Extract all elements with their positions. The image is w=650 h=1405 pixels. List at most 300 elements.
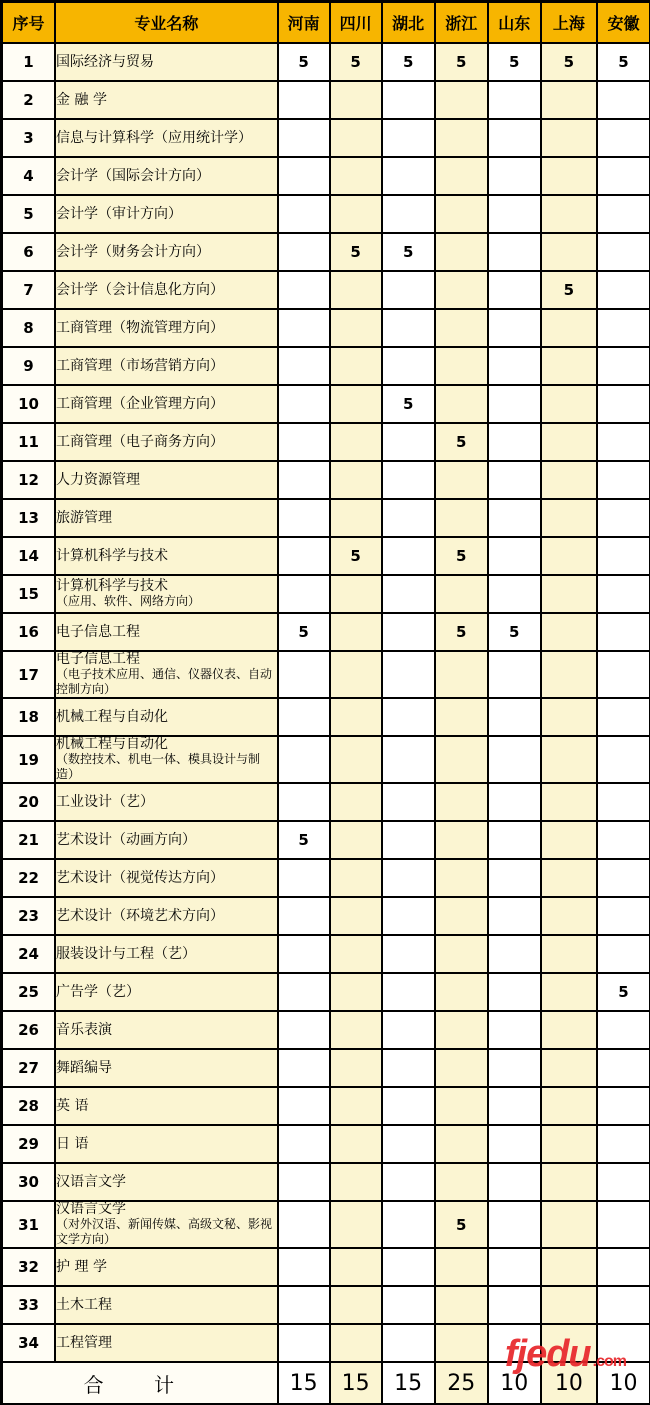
quota-cell (436, 82, 487, 118)
row-number: 17 (3, 652, 54, 697)
quota-cell (436, 1012, 487, 1048)
quota-cell (331, 860, 381, 896)
table-row (3, 576, 649, 612)
quota-cell (331, 898, 381, 934)
table-row (3, 500, 649, 536)
quota-cell: 5 (436, 538, 487, 574)
major-name-cell (56, 386, 277, 422)
quota-cell (489, 462, 540, 498)
quota-cell (436, 784, 487, 820)
quota-cell (489, 1088, 540, 1124)
major-name: 电子信息工程 (56, 623, 141, 640)
quota-cell (331, 158, 381, 194)
major-name: 信息与计算科学（应用统计学） (56, 129, 253, 146)
quota-cell (598, 860, 649, 896)
major-name: 工商管理（物流管理方向） (56, 319, 225, 336)
quota-cell (598, 1126, 649, 1162)
quota-cell (436, 576, 487, 612)
quota-cell (383, 196, 434, 232)
quota-cell (598, 936, 649, 972)
quota-cell (331, 82, 381, 118)
quota-cell (436, 348, 487, 384)
quota-cell (598, 348, 649, 384)
quota-cell (331, 462, 381, 498)
major-name: 机械工程与自动化 (56, 737, 169, 752)
row-number: 20 (3, 784, 54, 820)
major-name-cell (56, 272, 277, 308)
quota-cell (436, 310, 487, 346)
quota-cell (436, 386, 487, 422)
quota-cell (279, 784, 329, 820)
quota-cell (279, 974, 329, 1010)
quota-cell (331, 699, 381, 735)
quota-cell (542, 936, 596, 972)
quota-cell (542, 699, 596, 735)
major-name: 人力资源管理 (56, 471, 141, 488)
quota-cell (279, 652, 329, 697)
major-name-cell (56, 1325, 277, 1361)
header-hubei: 湖北 (383, 3, 434, 42)
major-name-cell (56, 310, 277, 346)
header-sichuan: 四川 (331, 3, 381, 42)
quota-cell (279, 1126, 329, 1162)
quota-cell (331, 576, 381, 612)
quota-cell (436, 1088, 487, 1124)
row-number: 6 (3, 234, 54, 270)
quota-cell (436, 1050, 487, 1086)
quota-cell (489, 974, 540, 1010)
quota-cell (598, 784, 649, 820)
quota-cell (489, 234, 540, 270)
quota-cell (279, 538, 329, 574)
quota-cell (542, 234, 596, 270)
quota-cell (436, 500, 487, 536)
major-name-cell (56, 614, 277, 650)
quota-cell (436, 936, 487, 972)
major-name: 国际经济与贸易 (56, 53, 155, 70)
table-row (3, 860, 649, 896)
table-row (3, 737, 649, 782)
row-number: 25 (3, 974, 54, 1010)
row-number: 34 (3, 1325, 54, 1361)
quota-cell: 5 (279, 822, 329, 858)
quota-cell (279, 1325, 329, 1361)
quota-cell (598, 158, 649, 194)
table-row (3, 1202, 649, 1247)
major-name-cell (56, 1287, 277, 1323)
quota-cell (489, 898, 540, 934)
quota-cell (279, 500, 329, 536)
quota-cell (489, 348, 540, 384)
quota-cell (279, 1050, 329, 1086)
quota-cell (383, 860, 434, 896)
table-row (3, 974, 649, 1010)
quota-cell (383, 424, 434, 460)
quota-cell: 5 (383, 44, 434, 80)
quota-cell (489, 1164, 540, 1200)
quota-cell (598, 1050, 649, 1086)
quota-cell (542, 1202, 596, 1247)
quota-cell (489, 1050, 540, 1086)
quota-cell (436, 272, 487, 308)
major-direction: （电子技术应用、通信、仪器仪表、自动控制方向） (56, 667, 273, 696)
quota-cell: 5 (436, 614, 487, 650)
total-value: 10 (489, 1363, 540, 1403)
major-name: 护 理 学 (56, 1258, 107, 1275)
major-name-cell (56, 424, 277, 460)
major-name: 工业设计（艺） (56, 793, 155, 810)
quota-cell (489, 936, 540, 972)
table-row (3, 898, 649, 934)
quota-cell (489, 1202, 540, 1247)
quota-cell (383, 614, 434, 650)
major-name-cell (56, 1202, 277, 1247)
quota-cell (598, 1249, 649, 1285)
quota-cell (489, 272, 540, 308)
quota-cell (489, 386, 540, 422)
quota-cell (331, 1050, 381, 1086)
quota-cell (489, 196, 540, 232)
major-name-cell (56, 576, 277, 612)
major-name-cell (56, 699, 277, 735)
quota-cell (489, 538, 540, 574)
major-name: 会计学（审计方向） (56, 205, 183, 222)
row-number: 29 (3, 1126, 54, 1162)
major-name-cell (56, 158, 277, 194)
major-name: 工商管理（市场营销方向） (56, 357, 225, 374)
quota-cell (279, 272, 329, 308)
quota-cell (383, 500, 434, 536)
quota-cell (542, 1249, 596, 1285)
quota-cell (436, 1325, 487, 1361)
quota-cell (598, 1088, 649, 1124)
row-number: 22 (3, 860, 54, 896)
table-row (3, 538, 649, 574)
table-row (3, 310, 649, 346)
quota-cell (279, 348, 329, 384)
table-row (3, 234, 649, 270)
major-direction: （应用、软件、网络方向） (56, 594, 201, 608)
table-row (3, 82, 649, 118)
table-row (3, 424, 649, 460)
header-zhejiang: 浙江 (436, 3, 487, 42)
quota-cell (279, 1202, 329, 1247)
quota-cell (279, 1249, 329, 1285)
row-number: 21 (3, 822, 54, 858)
row-number: 26 (3, 1012, 54, 1048)
quota-cell (331, 196, 381, 232)
table-row (3, 272, 649, 308)
row-number: 13 (3, 500, 54, 536)
major-name: 艺术设计（动画方向） (56, 831, 197, 848)
header-major-name: 专业名称 (56, 3, 277, 42)
quota-cell (331, 1325, 381, 1361)
major-name-cell (56, 462, 277, 498)
quota-cell (383, 1287, 434, 1323)
quota-cell (598, 310, 649, 346)
major-name-cell (56, 1050, 277, 1086)
quota-cell: 5 (489, 614, 540, 650)
table-row (3, 1012, 649, 1048)
total-value: 10 (542, 1363, 596, 1403)
major-name-cell (56, 348, 277, 384)
major-name: 会计学（国际会计方向） (56, 167, 211, 184)
quota-cell (436, 737, 487, 782)
quota-cell (383, 822, 434, 858)
quota-cell (542, 538, 596, 574)
quota-cell (383, 1249, 434, 1285)
quota-cell (542, 1126, 596, 1162)
table-row (3, 1050, 649, 1086)
quota-cell (598, 898, 649, 934)
quota-cell (436, 158, 487, 194)
row-number: 1 (3, 44, 54, 80)
quota-cell (279, 737, 329, 782)
quota-cell (489, 576, 540, 612)
major-name: 计算机科学与技术 (56, 547, 169, 564)
major-name: 工商管理（电子商务方向） (56, 433, 225, 450)
quota-cell (383, 1012, 434, 1048)
row-number: 8 (3, 310, 54, 346)
quota-cell (383, 1325, 434, 1361)
quota-cell (542, 784, 596, 820)
quota-cell (542, 82, 596, 118)
major-name: 工商管理（企业管理方向） (56, 395, 225, 412)
quota-cell: 5 (279, 614, 329, 650)
quota-cell (436, 974, 487, 1010)
quota-cell (598, 1202, 649, 1247)
table-row (3, 822, 649, 858)
quota-cell (489, 1012, 540, 1048)
quota-cell (279, 310, 329, 346)
row-number: 14 (3, 538, 54, 574)
quota-cell (383, 272, 434, 308)
header-row (3, 3, 649, 42)
quota-cell (489, 1249, 540, 1285)
quota-cell (383, 699, 434, 735)
quota-cell: 5 (331, 44, 381, 80)
quota-cell (383, 936, 434, 972)
major-name-cell (56, 822, 277, 858)
quota-cell (331, 1088, 381, 1124)
quota-cell (542, 576, 596, 612)
row-number: 10 (3, 386, 54, 422)
quota-cell: 5 (279, 44, 329, 80)
major-name: 艺术设计（视觉传达方向） (56, 869, 225, 886)
quota-cell (542, 1164, 596, 1200)
table-row (3, 652, 649, 697)
table-row (3, 614, 649, 650)
quota-cell (331, 1249, 381, 1285)
table-row (3, 462, 649, 498)
major-name: 会计学（会计信息化方向） (56, 281, 225, 298)
row-number: 30 (3, 1164, 54, 1200)
quota-cell (598, 120, 649, 156)
quota-cell (542, 348, 596, 384)
quota-cell (383, 348, 434, 384)
row-number: 27 (3, 1050, 54, 1086)
total-value: 10 (598, 1363, 649, 1403)
quota-cell (489, 120, 540, 156)
quota-cell (542, 310, 596, 346)
quota-cell (489, 737, 540, 782)
quota-cell (542, 386, 596, 422)
quota-cell (542, 737, 596, 782)
quota-cell (331, 310, 381, 346)
quota-cell: 5 (383, 234, 434, 270)
row-number: 15 (3, 576, 54, 612)
quota-cell (331, 784, 381, 820)
quota-cell (598, 652, 649, 697)
quota-cell (331, 974, 381, 1010)
total-value: 15 (383, 1363, 434, 1403)
quota-cell (331, 822, 381, 858)
quota-cell (542, 1287, 596, 1323)
quota-cell (331, 500, 381, 536)
quota-cell (489, 424, 540, 460)
major-name: 艺术设计（环境艺术方向） (56, 907, 225, 924)
major-name: 旅游管理 (56, 509, 113, 526)
major-name-cell (56, 784, 277, 820)
quota-cell (436, 822, 487, 858)
quota-cell: 5 (436, 44, 487, 80)
quota-cell (436, 196, 487, 232)
quota-cell (436, 652, 487, 697)
major-direction: （对外汉语、新闻传媒、高级文秘、影视文学方向） (56, 1217, 273, 1246)
major-name-cell (56, 860, 277, 896)
quota-cell (598, 1287, 649, 1323)
quota-cell (383, 538, 434, 574)
table-row (3, 348, 649, 384)
quota-cell (383, 120, 434, 156)
table-row (3, 1088, 649, 1124)
quota-cell (383, 310, 434, 346)
quota-cell (383, 158, 434, 194)
major-name-cell (56, 538, 277, 574)
quota-cell (279, 82, 329, 118)
quota-cell: 5 (598, 44, 649, 80)
quota-cell (331, 1164, 381, 1200)
major-name: 计算机科学与技术 (56, 578, 169, 594)
quota-cell (279, 462, 329, 498)
quota-cell (598, 386, 649, 422)
quota-cell (279, 1012, 329, 1048)
quota-cell (598, 737, 649, 782)
quota-cell (331, 424, 381, 460)
quota-cell (489, 652, 540, 697)
quota-cell (279, 1164, 329, 1200)
major-name: 日 语 (56, 1135, 89, 1152)
table-row (3, 1164, 649, 1200)
table-row (3, 196, 649, 232)
major-name: 机械工程与自动化 (56, 708, 169, 725)
major-name-cell (56, 936, 277, 972)
table-row (3, 936, 649, 972)
quota-cell: 5 (331, 234, 381, 270)
quota-cell (383, 576, 434, 612)
major-name: 汉语言文学 (56, 1173, 127, 1190)
quota-cell (542, 120, 596, 156)
quota-cell (598, 500, 649, 536)
header-shandong: 山东 (489, 3, 540, 42)
major-name-cell (56, 234, 277, 270)
quota-cell (279, 234, 329, 270)
quota-cell (598, 699, 649, 735)
table-row (3, 44, 649, 80)
major-name-cell (56, 196, 277, 232)
quota-cell (542, 1012, 596, 1048)
total-value: 15 (279, 1363, 329, 1403)
quota-cell (542, 196, 596, 232)
total-value: 25 (436, 1363, 487, 1403)
quota-cell (598, 272, 649, 308)
quota-cell (489, 784, 540, 820)
row-number: 23 (3, 898, 54, 934)
quota-cell (598, 82, 649, 118)
quota-cell: 5 (383, 386, 434, 422)
quota-cell (331, 348, 381, 384)
quota-cell (542, 652, 596, 697)
quota-cell (489, 860, 540, 896)
major-name: 金 融 学 (56, 91, 107, 108)
quota-cell (279, 386, 329, 422)
quota-cell (383, 784, 434, 820)
quota-cell (489, 822, 540, 858)
major-name-cell (56, 1088, 277, 1124)
table-body (3, 44, 649, 1361)
quota-cell (383, 1088, 434, 1124)
quota-cell (331, 272, 381, 308)
quota-cell (489, 1126, 540, 1162)
quota-cell (489, 500, 540, 536)
header-anhui: 安徽 (598, 3, 649, 42)
quota-cell (331, 652, 381, 697)
header-henan: 河南 (279, 3, 329, 42)
quota-cell (598, 234, 649, 270)
quota-cell (383, 1202, 434, 1247)
major-name-cell (56, 974, 277, 1010)
row-number: 28 (3, 1088, 54, 1124)
total-value: 15 (331, 1363, 381, 1403)
major-name: 舞蹈编导 (56, 1059, 113, 1076)
quota-cell (598, 1164, 649, 1200)
row-number: 33 (3, 1287, 54, 1323)
quota-cell (542, 462, 596, 498)
row-number: 7 (3, 272, 54, 308)
header-no: 序号 (3, 3, 54, 42)
quota-cell (436, 120, 487, 156)
quota-cell (279, 699, 329, 735)
quota-cell (489, 82, 540, 118)
quota-cell (279, 158, 329, 194)
quota-cell (279, 860, 329, 896)
quota-cell (383, 1050, 434, 1086)
quota-cell (279, 1088, 329, 1124)
enrollment-quota-table (1, 1, 650, 1405)
quota-cell (542, 898, 596, 934)
quota-cell (279, 1287, 329, 1323)
major-name: 会计学（财务会计方向） (56, 243, 211, 260)
quota-cell (542, 1088, 596, 1124)
row-number: 19 (3, 737, 54, 782)
quota-cell (598, 576, 649, 612)
quota-cell: 5 (542, 272, 596, 308)
major-name-cell (56, 1249, 277, 1285)
table-row (3, 1126, 649, 1162)
quota-cell (542, 822, 596, 858)
quota-cell (279, 898, 329, 934)
row-number: 31 (3, 1202, 54, 1247)
